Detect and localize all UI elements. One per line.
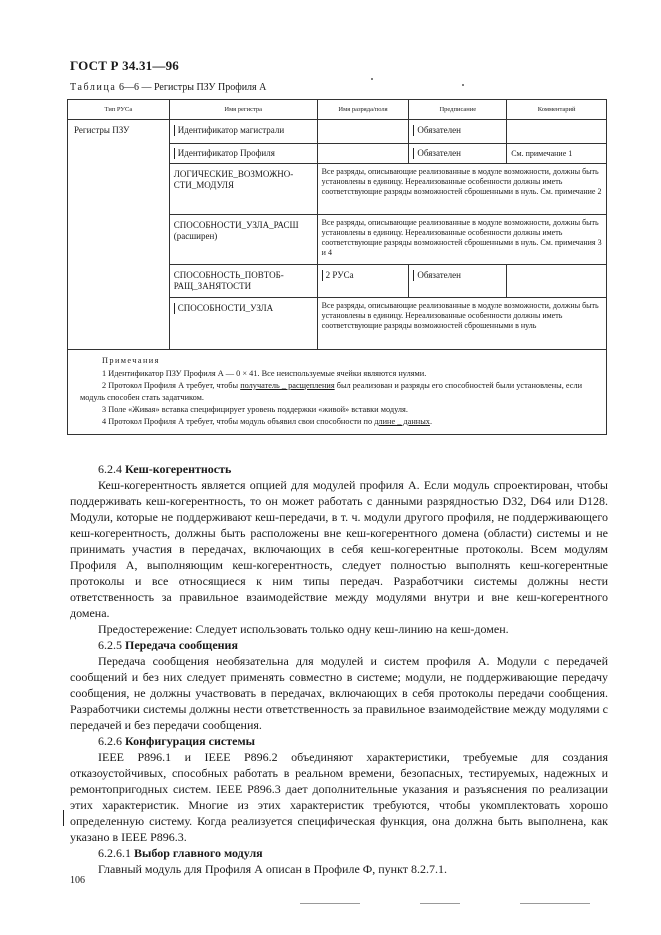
paragraph: Предостережение: Следует использовать только одну кеш-линию на кеш-домен. [98,622,509,636]
scan-artifact [420,903,460,904]
scan-artifact [520,903,590,904]
standard-title: ГОСТ Р 34.31—96 [70,58,179,73]
note-4-rest: . [429,417,433,426]
section-number: 6.2.4 [98,462,122,476]
section-heading [70,845,608,861]
register-name-cell: ЛОГИЧЕСКИЕ_ВОЗМОЖНО-СТИ_МОДУЛЯ [169,164,317,215]
register-name: СПОСОБНОСТИ_УЗЛА_РАСШ [173,220,299,230]
note-4 [80,416,596,428]
note-2-rest: был реализован и разряды его способностей были установлены, если модуль способен стать задатчиком. [80,381,583,402]
section-title: Выбор главного модуля [134,846,263,860]
header-cell: Имя разряда/поля [317,100,409,120]
rule-value: Обязателен [413,125,502,136]
revision-mark [63,810,64,826]
rule-value: Обязателен [413,148,502,159]
register-name: СПОСОБНОСТИ_УЗЛА [174,303,313,314]
table-header-row [68,100,607,120]
section-title: Конфигурация системы [125,734,256,748]
rom-registers-table [67,99,607,435]
paragraph: IEEE P896.1 и IEEE P896.2 объединяют характеристики, требуемые для создания отказоустойчивых, способных работать в реальном времени, безопасных, тестируемых, надежных и ремонтопригодных систем. IEEE P896.3 дает дополнительные указания и разъяснения по реализации этих характеристик. Многие из этих характеристик требуются, чтобы укомплектовать хорошо определенную систему. Когда реализуется специфическая функция, она должна быть выполнена, как указано в IEEE P896.3. [70,750,608,844]
register-type-cell: Регистры ПЗУ [68,120,170,350]
register-name: Идентификатор магистрали [174,125,313,136]
comment-cell: См. примечание 1 [507,144,607,164]
header-cell: Имя регистра [169,100,317,120]
register-name-cell [169,215,317,265]
note-1: 1 Идентификатор ПЗУ Профиля А — 0 × 41. Все неиспользуемые ячейки являются нулями. [102,369,427,378]
rule-value: Обязателен [413,270,502,281]
comment-cell [507,120,607,144]
field-name: 2 РУСа [322,270,405,281]
register-name-sub: (расширен) [173,231,218,241]
register-name-cell [169,298,317,350]
table-notes-row [68,350,607,435]
page-number: 106 [70,875,85,886]
table-caption-text: 6—6 — Регистры ПЗУ Профиля А [116,82,267,93]
register-name-cell [169,120,317,144]
field-name-cell [317,265,409,298]
paragraph: Передача сообщения необязательна для модулей и систем профиля А. Модули с передачей сообщений и без них следует применять совместно в системе; модули, не поддерживающие передачу сообщения, не должны участвовать в передачах, включающих в себя протоколы передачи сообщения. Разработчики системы должны нести ответственность за правильное взаимодействие между модулями с передачей и без передачи сообщения. [70,654,608,732]
header-cell: Тип РУСа [68,100,170,120]
section-title: Передача сообщения [125,638,238,652]
body-text [70,461,608,877]
register-name-cell: СПОСОБНОСТЬ_ПОВТОБ-РАЩ_ЗАНЯТОСТИ [169,265,317,298]
table-row [68,120,607,144]
note-3: 3 Поле «Живая» вставка специфицирует уровень поддержки «живой» вставки модуля. [102,405,408,414]
note-2-term: получатель _ расщепления [240,381,335,390]
rule-cell [409,265,507,298]
notes-title: Примечания [102,356,160,365]
rule-cell [409,120,507,144]
section-heading [70,461,608,477]
description-cell: Все разряды, описывающие реализованные в модуле возможности, должны быть установлены в единицу. Нереализованные особенности должны иметь соответствующие разряды возможностей сброшенными в нуль. См. примечание 2 [317,164,606,215]
comment-cell [507,265,607,298]
header-cell: Комментарий [507,100,607,120]
section-heading [70,637,608,653]
paragraph: Главный модуль для Профиля А описан в Профиле Ф, пункт 8.2.7.1. [98,862,448,876]
section-number: 6.2.6 [98,734,122,748]
table-caption [70,82,266,93]
register-name-cell [169,144,317,164]
section-number: 6.2.5 [98,638,122,652]
rule-cell [409,144,507,164]
section-title: Кеш-когерентность [125,462,232,476]
table-caption-prefix: Таблица [70,82,117,93]
section-number: 6.2.6.1 [98,846,131,860]
field-name-cell [317,120,409,144]
scan-speck [371,78,373,80]
header-cell: Предписание [409,100,507,120]
section-heading [70,733,608,749]
description-cell: Все разряды, описывающие реализованные в модуле возможности, должны быть установлены в единицу. Нереализованные особенности должны иметь соответствующие разряды возможностей сброшенными в нуль [317,298,606,350]
note-4-text: 4 Протокол Профиля А требует, чтобы модуль объявил свои способности по [102,417,375,426]
table-notes [68,350,607,435]
note-4-term: длине _ данных [374,417,430,426]
scan-artifact [300,903,360,904]
register-name: Идентификатор Профиля [174,148,313,159]
description-cell: Все разряды, описывающие реализованные в модуле возможности, должны быть установлены в единицу. Нереализованные особенности должны иметь соответствующие разряды возможностей сброшенными в нуль. См. примечания 3 и 4 [317,215,606,265]
note-2-text: 2 Протокол Профиля А требует, чтобы [102,381,241,390]
scan-speck [462,84,464,86]
paragraph: Кеш-когерентность является опцией для модулей профиля А. Если модуль спроектирован, чтобы поддерживать кеш-когерентность, то он может работать с данными разрядностью D32, D64 или D128. Модули, которые не поддерживают кеш-передачи, в т. ч. модули другого профиля, не поддерживающего кеш-когерентность, должны быть расположены вне кеш-когерентного домена (области) системы и не принимать участия в передачах, включающих в себя кеш-когерентные протоколы. Всем модулям Профиля А, выполняющим кеш-когерентность, следует полностью выполнять кеш-когерентные протоколы и все относящиеся к ним типы передач. Разработчики системы должны нести ответственность за правильное взаимодействие между модулями внутри и вне кеш-когерентного домена. [70,478,608,620]
field-name-cell [317,144,409,164]
note-2 [80,380,596,404]
